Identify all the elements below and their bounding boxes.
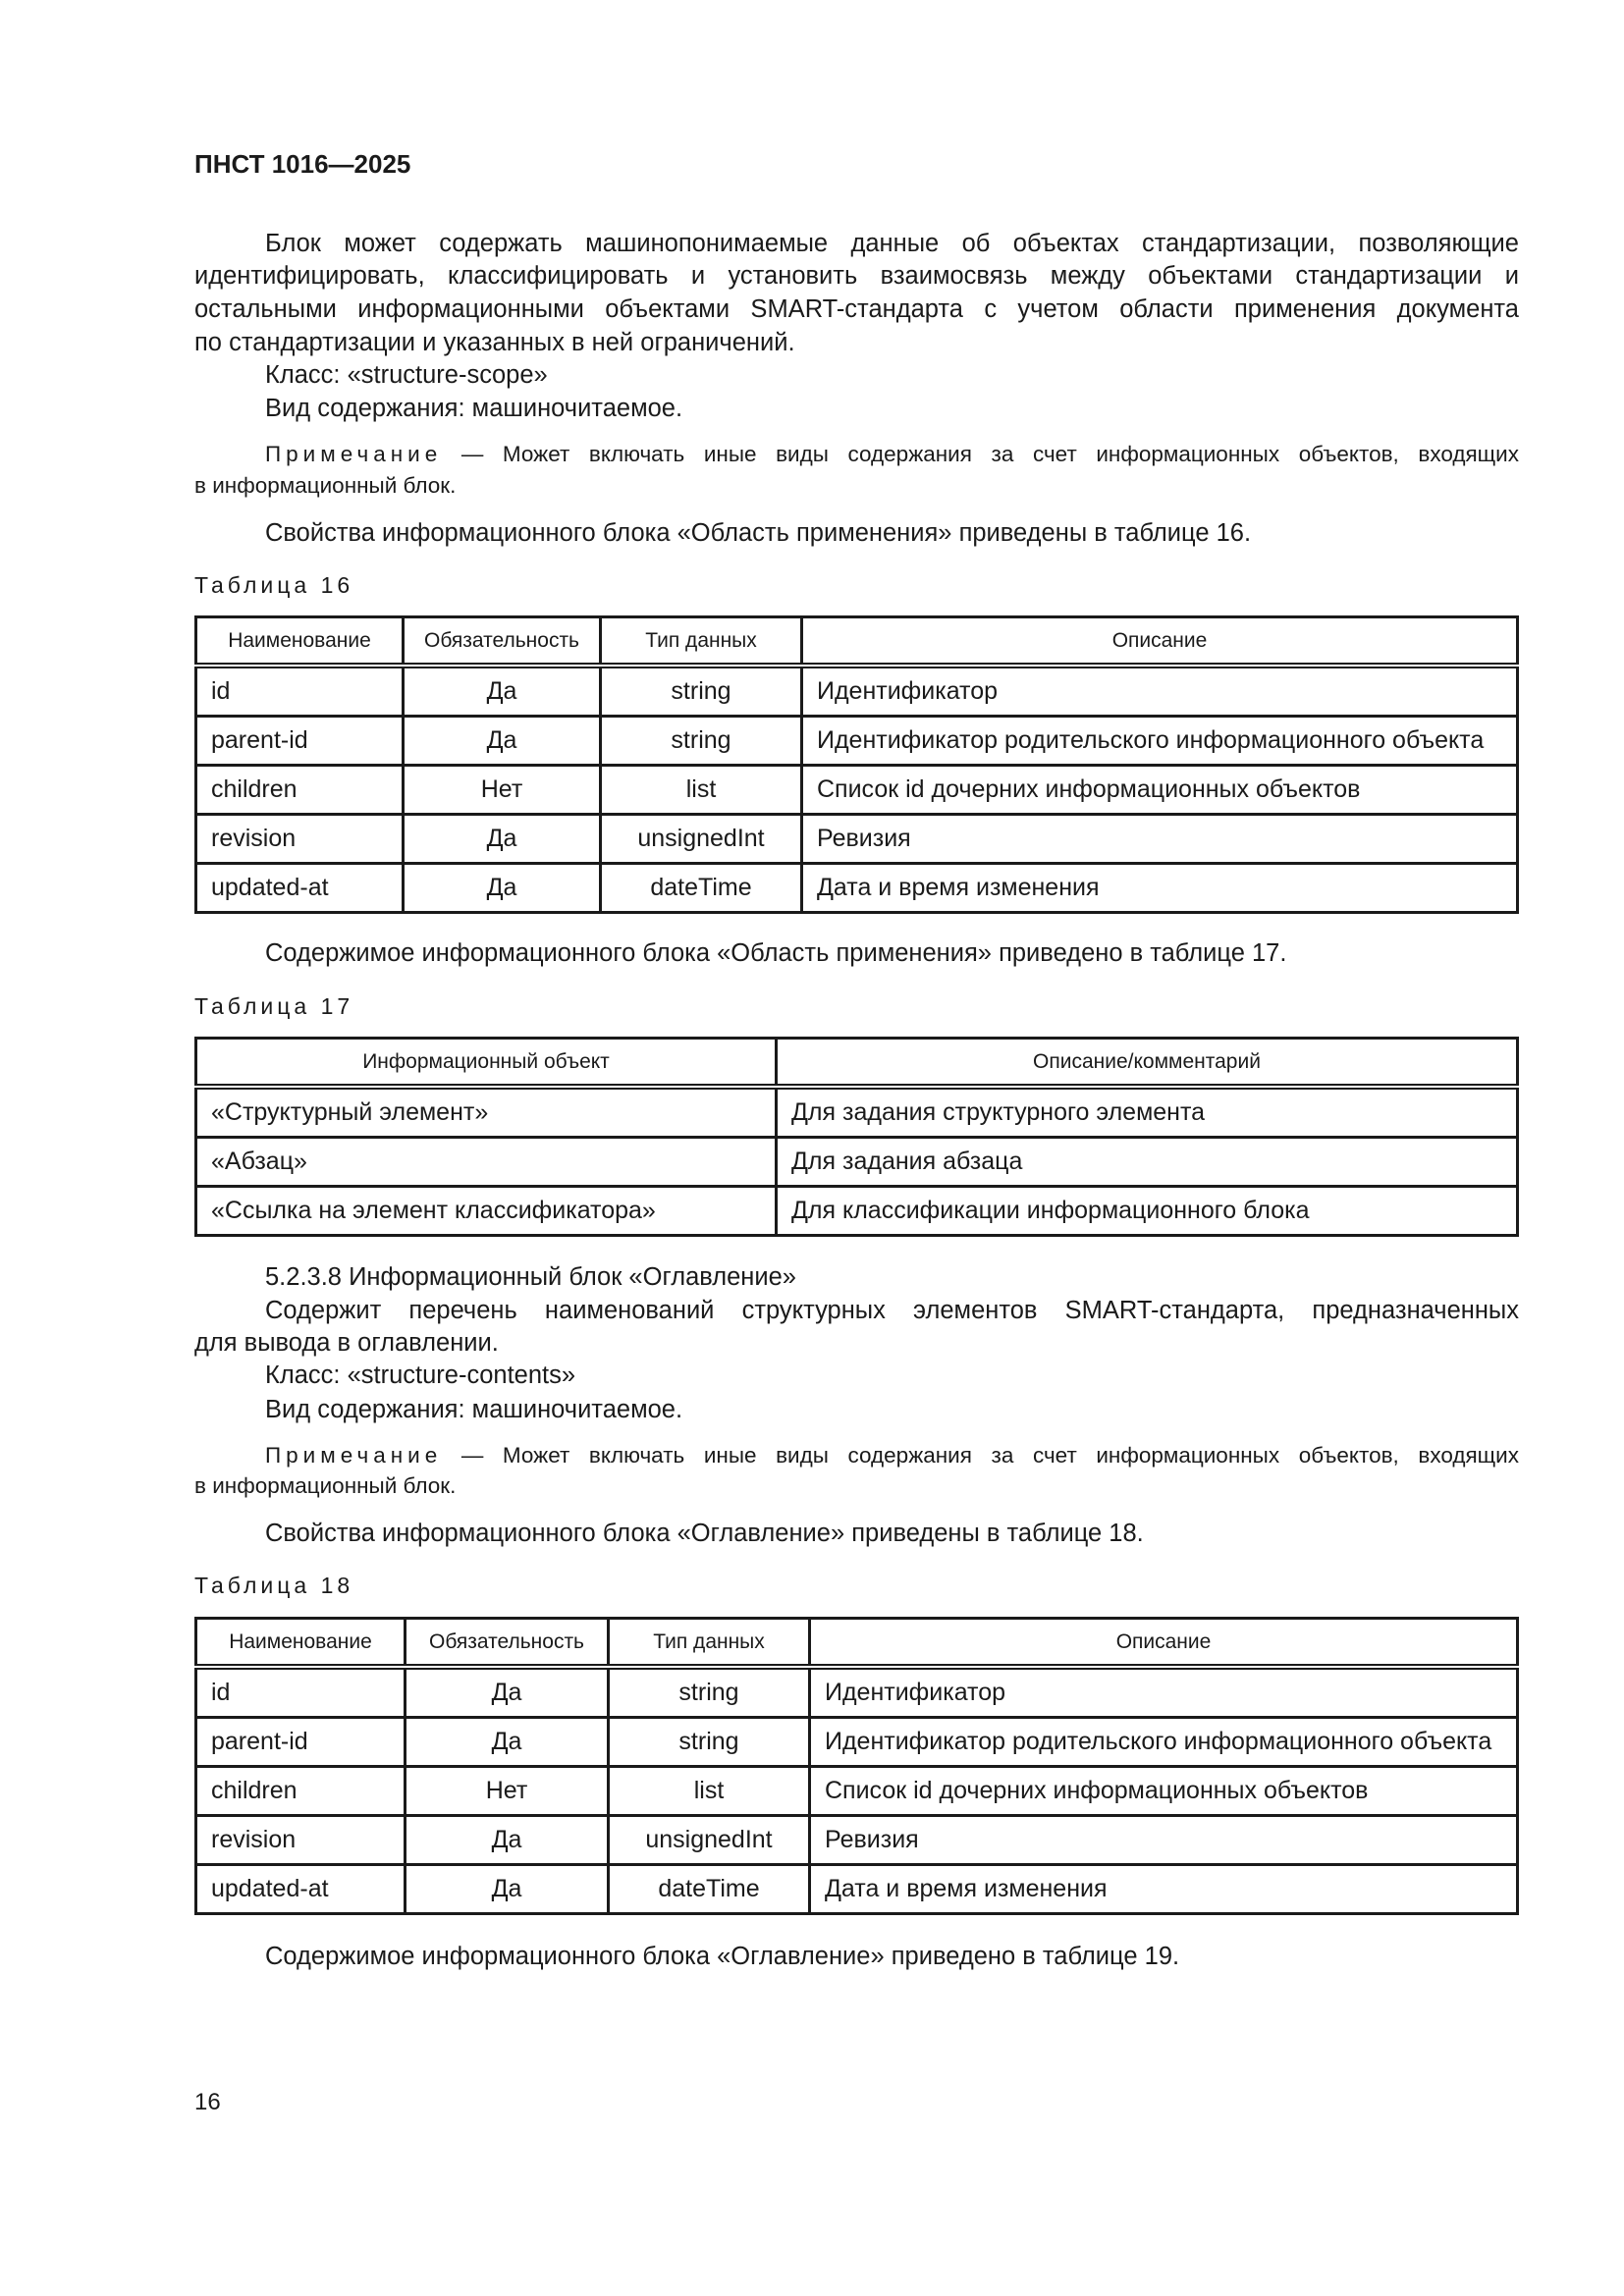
table-cell: Для задания структурного элемента: [777, 1087, 1518, 1138]
table-cell: revision: [196, 815, 404, 864]
column-header: Описание/комментарий: [777, 1039, 1518, 1088]
column-header: Наименование: [196, 1619, 406, 1668]
table-cell: revision: [196, 1816, 406, 1865]
document-id-header: ПНСТ 1016—2025: [194, 149, 411, 179]
table-cell: Идентификатор: [802, 666, 1518, 717]
note-line-2: в информационный блок.: [194, 1473, 457, 1498]
column-header: Наименование: [196, 617, 404, 667]
table-cell: children: [196, 1767, 406, 1816]
table-cell: updated-at: [196, 1865, 406, 1914]
table-cell: Да: [406, 1718, 609, 1767]
content-kind-line: Вид содержания: машиночитаемое.: [265, 395, 683, 422]
table-16: [194, 615, 1519, 914]
table-row: [196, 717, 1518, 766]
table-row: [196, 864, 1518, 913]
table-cell: string: [601, 666, 802, 717]
column-header: Обязательность: [404, 617, 601, 667]
table-cell: list: [601, 766, 802, 815]
note-text: — Может включать иные виды содержания за счет информационных объектов, входящих: [442, 442, 1519, 466]
table-reference: Свойства информационного блока «Область применения» приведены в таблице 16.: [265, 519, 1252, 547]
table-cell: unsignedInt: [601, 815, 802, 864]
table-row: [196, 666, 1518, 717]
table-cell: Идентификатор родительского информационного объекта: [802, 717, 1518, 766]
paragraph-line: по стандартизации и указанных в ней ограничений.: [194, 329, 795, 356]
table-cell: string: [601, 717, 802, 766]
table-cell: children: [196, 766, 404, 815]
table-cell: Ревизия: [810, 1816, 1518, 1865]
table-cell: Да: [406, 1816, 609, 1865]
table-cell: Дата и время изменения: [802, 864, 1518, 913]
table-reference: Свойства информационного блока «Оглавление» приведены в таблице 18.: [265, 1520, 1144, 1547]
paragraph-line: остальными информационными объектами SMART-стандарта с учетом области применения документа: [194, 295, 1519, 323]
table-cell: string: [609, 1667, 810, 1718]
table-cell: dateTime: [609, 1865, 810, 1914]
table-cell: Да: [404, 815, 601, 864]
class-line: Класс: «structure-scope»: [265, 361, 548, 389]
paragraph-line: Содержит перечень наименований структурных элементов SMART-стандарта, предназначенных: [265, 1297, 1519, 1324]
table-reference: Содержимое информационного блока «Область применения» приведено в таблице 17.: [265, 939, 1287, 967]
table-cell: dateTime: [601, 864, 802, 913]
table-cell: parent-id: [196, 1718, 406, 1767]
table-reference: Содержимое информационного блока «Оглавление» приведено в таблице 19.: [265, 1943, 1180, 1970]
table-cell: Ревизия: [802, 815, 1518, 864]
column-header: Тип данных: [601, 617, 802, 667]
table-cell: Идентификатор родительского информационного объекта: [810, 1718, 1518, 1767]
table-row: [196, 1667, 1518, 1718]
table-row: [196, 1138, 1518, 1187]
table-row: [196, 1187, 1518, 1236]
table-cell: Для задания абзаца: [777, 1138, 1518, 1187]
table-cell: Да: [406, 1865, 609, 1914]
table-row: [196, 766, 1518, 815]
column-header: Обязательность: [406, 1619, 609, 1668]
column-header: Тип данных: [609, 1619, 810, 1668]
paragraph-line: для вывода в оглавлении.: [194, 1329, 499, 1357]
note-text: — Может включать иные виды содержания за счет информационных объектов, входящих: [442, 1443, 1519, 1468]
table-cell: Дата и время изменения: [810, 1865, 1518, 1914]
table-row: [196, 1767, 1518, 1816]
table-cell: updated-at: [196, 864, 404, 913]
table-cell: id: [196, 666, 404, 717]
table-cell: Да: [404, 717, 601, 766]
table-cell: parent-id: [196, 717, 404, 766]
paragraph-line: Блок может содержать машинопонимаемые данные об объектах стандартизации, позволяющие: [265, 230, 1519, 257]
table-cell: «Ссылка на элемент классификатора»: [196, 1187, 777, 1236]
page-number: 16: [194, 2089, 221, 2115]
table-cell: «Структурный элемент»: [196, 1087, 777, 1138]
column-header: Информационный объект: [196, 1039, 777, 1088]
table-row: [196, 1865, 1518, 1914]
table-row: [196, 1816, 1518, 1865]
table-cell: Список id дочерних информационных объектов: [802, 766, 1518, 815]
table-cell: «Абзац»: [196, 1138, 777, 1187]
column-header: Описание: [802, 617, 1518, 667]
note-line: [265, 1439, 1519, 1472]
section-heading: 5.2.3.8 Информационный блок «Оглавление»: [265, 1263, 796, 1291]
table-17: [194, 1037, 1519, 1237]
note-line-2: в информационный блок.: [194, 473, 457, 498]
table-cell: Для классификации информационного блока: [777, 1187, 1518, 1236]
table-cell: string: [609, 1718, 810, 1767]
column-header: Описание: [810, 1619, 1518, 1668]
paragraph-line: идентифицировать, классифицировать и установить взаимосвязь между объектами стандартизации и: [194, 262, 1519, 290]
table-cell: Идентификатор: [810, 1667, 1518, 1718]
table-cell: Да: [406, 1667, 609, 1718]
table-18: [194, 1617, 1519, 1915]
table-cell: Список id дочерних информационных объектов: [810, 1767, 1518, 1816]
note-line: [265, 438, 1519, 471]
table-caption: Таблица 16: [194, 572, 354, 598]
table-row: [196, 815, 1518, 864]
table-row: [196, 1087, 1518, 1138]
table-row: [196, 1718, 1518, 1767]
table-cell: unsignedInt: [609, 1816, 810, 1865]
table-cell: id: [196, 1667, 406, 1718]
table-cell: Нет: [406, 1767, 609, 1816]
table-cell: list: [609, 1767, 810, 1816]
table-cell: Да: [404, 864, 601, 913]
table-caption: Таблица 18: [194, 1573, 354, 1598]
table-cell: Нет: [404, 766, 601, 815]
note-label: Примечание: [265, 442, 443, 466]
note-label: Примечание: [265, 1443, 443, 1468]
table-caption: Таблица 17: [194, 993, 354, 1019]
content-kind-line: Вид содержания: машиночитаемое.: [265, 1396, 683, 1423]
class-line: Класс: «structure-contents»: [265, 1362, 576, 1389]
table-cell: Да: [404, 666, 601, 717]
